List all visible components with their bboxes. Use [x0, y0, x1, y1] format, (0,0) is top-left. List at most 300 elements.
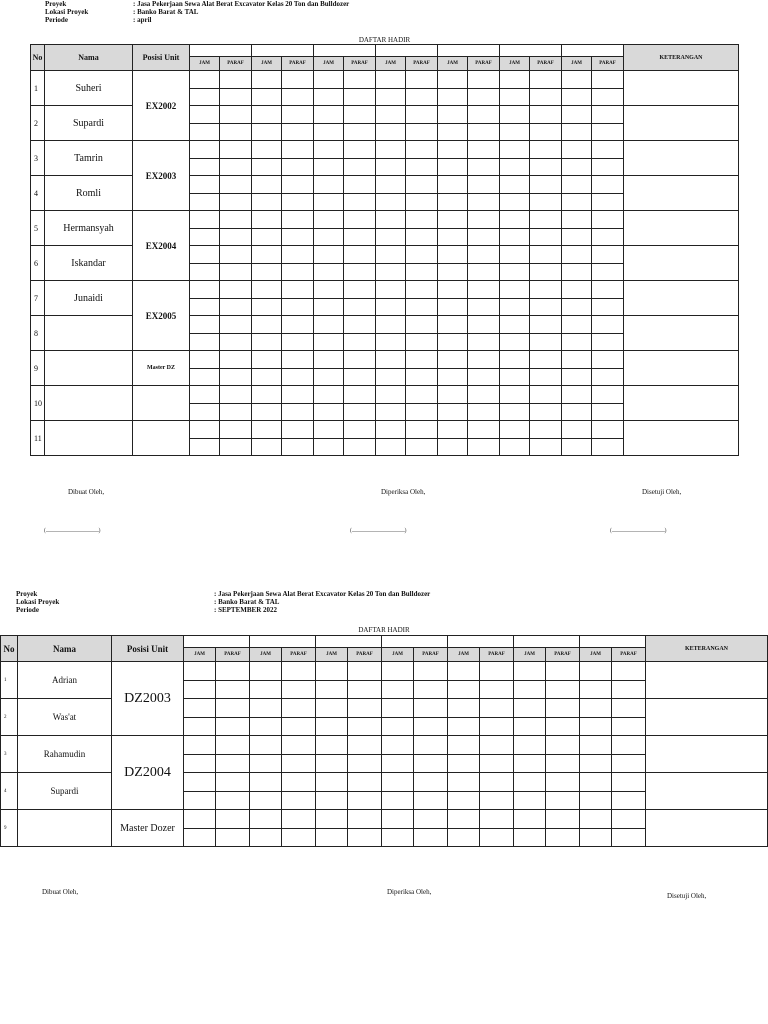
- paraf-cell[interactable]: [414, 717, 448, 736]
- jam-cell[interactable]: [382, 699, 414, 718]
- jam-cell[interactable]: [314, 228, 344, 246]
- jam-cell[interactable]: [184, 810, 216, 829]
- paraf-cell[interactable]: [344, 281, 376, 299]
- paraf-cell[interactable]: [480, 717, 514, 736]
- keterangan-cell[interactable]: [624, 421, 739, 456]
- jam-cell[interactable]: [562, 421, 592, 439]
- jam-cell[interactable]: [314, 368, 344, 386]
- jam-cell[interactable]: [190, 263, 220, 281]
- paraf-cell[interactable]: [344, 88, 376, 106]
- paraf-cell[interactable]: [282, 421, 314, 439]
- paraf-cell[interactable]: [612, 662, 646, 681]
- jam-cell[interactable]: [514, 773, 546, 792]
- jam-cell[interactable]: [314, 351, 344, 369]
- jam-cell[interactable]: [382, 662, 414, 681]
- paraf-cell[interactable]: [220, 333, 252, 351]
- paraf-cell[interactable]: [282, 71, 314, 89]
- jam-cell[interactable]: [514, 699, 546, 718]
- jam-cell[interactable]: [500, 158, 530, 176]
- jam-cell[interactable]: [500, 228, 530, 246]
- paraf-cell[interactable]: [282, 773, 316, 792]
- paraf-cell[interactable]: [546, 754, 580, 773]
- paraf-cell[interactable]: [344, 123, 376, 141]
- paraf-cell[interactable]: [220, 246, 252, 264]
- paraf-cell[interactable]: [414, 773, 448, 792]
- paraf-cell[interactable]: [530, 403, 562, 421]
- paraf-cell[interactable]: [406, 281, 438, 299]
- jam-cell[interactable]: [562, 298, 592, 316]
- paraf-cell[interactable]: [480, 736, 514, 755]
- paraf-cell[interactable]: [344, 263, 376, 281]
- jam-cell[interactable]: [314, 141, 344, 159]
- jam-cell[interactable]: [316, 717, 348, 736]
- paraf-cell[interactable]: [592, 246, 624, 264]
- paraf-cell[interactable]: [220, 403, 252, 421]
- jam-cell[interactable]: [314, 211, 344, 229]
- paraf-cell[interactable]: [480, 828, 514, 847]
- jam-cell[interactable]: [190, 71, 220, 89]
- paraf-cell[interactable]: [546, 699, 580, 718]
- paraf-cell[interactable]: [414, 754, 448, 773]
- paraf-cell[interactable]: [530, 141, 562, 159]
- paraf-cell[interactable]: [282, 386, 314, 404]
- paraf-cell[interactable]: [406, 386, 438, 404]
- paraf-cell[interactable]: [282, 368, 314, 386]
- jam-cell[interactable]: [314, 333, 344, 351]
- jam-cell[interactable]: [252, 228, 282, 246]
- paraf-cell[interactable]: [282, 754, 316, 773]
- paraf-cell[interactable]: [612, 717, 646, 736]
- paraf-cell[interactable]: [406, 88, 438, 106]
- paraf-cell[interactable]: [530, 211, 562, 229]
- paraf-cell[interactable]: [612, 736, 646, 755]
- jam-cell[interactable]: [190, 351, 220, 369]
- jam-cell[interactable]: [514, 754, 546, 773]
- paraf-cell[interactable]: [344, 228, 376, 246]
- jam-cell[interactable]: [314, 193, 344, 211]
- jam-cell[interactable]: [190, 368, 220, 386]
- jam-cell[interactable]: [514, 810, 546, 829]
- jam-cell[interactable]: [316, 662, 348, 681]
- keterangan-cell[interactable]: [624, 386, 739, 421]
- paraf-cell[interactable]: [530, 281, 562, 299]
- paraf-cell[interactable]: [344, 71, 376, 89]
- jam-cell[interactable]: [316, 754, 348, 773]
- jam-cell[interactable]: [580, 828, 612, 847]
- paraf-cell[interactable]: [406, 368, 438, 386]
- paraf-cell[interactable]: [220, 351, 252, 369]
- jam-cell[interactable]: [500, 263, 530, 281]
- paraf-cell[interactable]: [406, 228, 438, 246]
- jam-cell[interactable]: [438, 333, 468, 351]
- jam-cell[interactable]: [252, 333, 282, 351]
- paraf-cell[interactable]: [220, 298, 252, 316]
- paraf-cell[interactable]: [592, 193, 624, 211]
- paraf-cell[interactable]: [348, 810, 382, 829]
- jam-cell[interactable]: [252, 88, 282, 106]
- jam-cell[interactable]: [500, 123, 530, 141]
- jam-cell[interactable]: [562, 263, 592, 281]
- jam-cell[interactable]: [438, 246, 468, 264]
- jam-cell[interactable]: [562, 176, 592, 194]
- paraf-cell[interactable]: [468, 368, 500, 386]
- paraf-cell[interactable]: [468, 228, 500, 246]
- paraf-cell[interactable]: [530, 263, 562, 281]
- jam-cell[interactable]: [514, 717, 546, 736]
- jam-cell[interactable]: [314, 123, 344, 141]
- jam-cell[interactable]: [580, 810, 612, 829]
- paraf-cell[interactable]: [282, 810, 316, 829]
- paraf-cell[interactable]: [282, 228, 314, 246]
- jam-cell[interactable]: [562, 88, 592, 106]
- jam-cell[interactable]: [562, 158, 592, 176]
- jam-cell[interactable]: [252, 193, 282, 211]
- paraf-cell[interactable]: [282, 123, 314, 141]
- jam-cell[interactable]: [250, 717, 282, 736]
- jam-cell[interactable]: [252, 438, 282, 456]
- paraf-cell[interactable]: [530, 421, 562, 439]
- jam-cell[interactable]: [316, 791, 348, 810]
- jam-cell[interactable]: [190, 403, 220, 421]
- keterangan-cell[interactable]: [646, 810, 768, 847]
- paraf-cell[interactable]: [530, 123, 562, 141]
- jam-cell[interactable]: [382, 773, 414, 792]
- paraf-cell[interactable]: [282, 699, 316, 718]
- jam-cell[interactable]: [562, 71, 592, 89]
- paraf-cell[interactable]: [592, 228, 624, 246]
- jam-cell[interactable]: [252, 141, 282, 159]
- paraf-cell[interactable]: [612, 828, 646, 847]
- paraf-cell[interactable]: [592, 386, 624, 404]
- jam-cell[interactable]: [252, 211, 282, 229]
- paraf-cell[interactable]: [592, 316, 624, 334]
- jam-cell[interactable]: [382, 754, 414, 773]
- paraf-cell[interactable]: [592, 421, 624, 439]
- jam-cell[interactable]: [250, 680, 282, 699]
- jam-cell[interactable]: [500, 438, 530, 456]
- keterangan-cell[interactable]: [624, 351, 739, 386]
- jam-cell[interactable]: [562, 193, 592, 211]
- paraf-cell[interactable]: [468, 333, 500, 351]
- jam-cell[interactable]: [376, 438, 406, 456]
- paraf-cell[interactable]: [480, 754, 514, 773]
- jam-cell[interactable]: [448, 828, 480, 847]
- paraf-cell[interactable]: [348, 754, 382, 773]
- keterangan-cell[interactable]: [624, 71, 739, 106]
- jam-cell[interactable]: [376, 246, 406, 264]
- jam-cell[interactable]: [252, 298, 282, 316]
- paraf-cell[interactable]: [406, 438, 438, 456]
- paraf-cell[interactable]: [592, 158, 624, 176]
- jam-cell[interactable]: [562, 351, 592, 369]
- jam-cell[interactable]: [190, 421, 220, 439]
- jam-cell[interactable]: [438, 386, 468, 404]
- jam-cell[interactable]: [184, 662, 216, 681]
- paraf-cell[interactable]: [282, 736, 316, 755]
- jam-cell[interactable]: [514, 828, 546, 847]
- jam-cell[interactable]: [438, 106, 468, 124]
- jam-cell[interactable]: [514, 736, 546, 755]
- paraf-cell[interactable]: [282, 791, 316, 810]
- paraf-cell[interactable]: [282, 193, 314, 211]
- jam-cell[interactable]: [514, 680, 546, 699]
- jam-cell[interactable]: [438, 281, 468, 299]
- paraf-cell[interactable]: [480, 680, 514, 699]
- jam-cell[interactable]: [562, 281, 592, 299]
- jam-cell[interactable]: [438, 263, 468, 281]
- paraf-cell[interactable]: [344, 316, 376, 334]
- jam-cell[interactable]: [190, 141, 220, 159]
- paraf-cell[interactable]: [220, 316, 252, 334]
- paraf-cell[interactable]: [530, 438, 562, 456]
- jam-cell[interactable]: [448, 680, 480, 699]
- jam-cell[interactable]: [316, 828, 348, 847]
- jam-cell[interactable]: [562, 106, 592, 124]
- paraf-cell[interactable]: [530, 351, 562, 369]
- jam-cell[interactable]: [580, 791, 612, 810]
- paraf-cell[interactable]: [282, 158, 314, 176]
- jam-cell[interactable]: [190, 298, 220, 316]
- jam-cell[interactable]: [500, 193, 530, 211]
- paraf-cell[interactable]: [216, 773, 250, 792]
- jam-cell[interactable]: [376, 228, 406, 246]
- jam-cell[interactable]: [314, 71, 344, 89]
- paraf-cell[interactable]: [220, 88, 252, 106]
- jam-cell[interactable]: [376, 316, 406, 334]
- paraf-cell[interactable]: [282, 298, 314, 316]
- paraf-cell[interactable]: [592, 106, 624, 124]
- jam-cell[interactable]: [250, 699, 282, 718]
- jam-cell[interactable]: [190, 438, 220, 456]
- paraf-cell[interactable]: [480, 810, 514, 829]
- jam-cell[interactable]: [376, 281, 406, 299]
- paraf-cell[interactable]: [344, 333, 376, 351]
- paraf-cell[interactable]: [414, 680, 448, 699]
- jam-cell[interactable]: [376, 158, 406, 176]
- paraf-cell[interactable]: [468, 298, 500, 316]
- paraf-cell[interactable]: [592, 71, 624, 89]
- paraf-cell[interactable]: [282, 438, 314, 456]
- paraf-cell[interactable]: [546, 828, 580, 847]
- paraf-cell[interactable]: [592, 351, 624, 369]
- paraf-cell[interactable]: [530, 228, 562, 246]
- paraf-cell[interactable]: [530, 176, 562, 194]
- paraf-cell[interactable]: [348, 828, 382, 847]
- keterangan-cell[interactable]: [646, 773, 768, 810]
- jam-cell[interactable]: [500, 71, 530, 89]
- paraf-cell[interactable]: [468, 421, 500, 439]
- paraf-cell[interactable]: [344, 176, 376, 194]
- jam-cell[interactable]: [500, 211, 530, 229]
- paraf-cell[interactable]: [546, 810, 580, 829]
- jam-cell[interactable]: [448, 662, 480, 681]
- paraf-cell[interactable]: [592, 281, 624, 299]
- paraf-cell[interactable]: [468, 211, 500, 229]
- paraf-cell[interactable]: [406, 193, 438, 211]
- jam-cell[interactable]: [250, 791, 282, 810]
- paraf-cell[interactable]: [282, 263, 314, 281]
- jam-cell[interactable]: [438, 193, 468, 211]
- paraf-cell[interactable]: [344, 158, 376, 176]
- jam-cell[interactable]: [500, 403, 530, 421]
- paraf-cell[interactable]: [406, 403, 438, 421]
- jam-cell[interactable]: [252, 368, 282, 386]
- paraf-cell[interactable]: [468, 351, 500, 369]
- paraf-cell[interactable]: [344, 368, 376, 386]
- jam-cell[interactable]: [438, 141, 468, 159]
- keterangan-cell[interactable]: [624, 211, 739, 246]
- jam-cell[interactable]: [580, 773, 612, 792]
- paraf-cell[interactable]: [344, 438, 376, 456]
- jam-cell[interactable]: [448, 736, 480, 755]
- paraf-cell[interactable]: [530, 386, 562, 404]
- paraf-cell[interactable]: [468, 176, 500, 194]
- jam-cell[interactable]: [376, 176, 406, 194]
- paraf-cell[interactable]: [592, 176, 624, 194]
- jam-cell[interactable]: [184, 736, 216, 755]
- paraf-cell[interactable]: [468, 193, 500, 211]
- jam-cell[interactable]: [252, 403, 282, 421]
- paraf-cell[interactable]: [546, 717, 580, 736]
- jam-cell[interactable]: [250, 662, 282, 681]
- paraf-cell[interactable]: [406, 71, 438, 89]
- jam-cell[interactable]: [376, 263, 406, 281]
- paraf-cell[interactable]: [282, 316, 314, 334]
- jam-cell[interactable]: [376, 88, 406, 106]
- paraf-cell[interactable]: [530, 333, 562, 351]
- paraf-cell[interactable]: [406, 298, 438, 316]
- paraf-cell[interactable]: [220, 211, 252, 229]
- jam-cell[interactable]: [438, 421, 468, 439]
- jam-cell[interactable]: [500, 141, 530, 159]
- paraf-cell[interactable]: [406, 421, 438, 439]
- jam-cell[interactable]: [250, 754, 282, 773]
- jam-cell[interactable]: [438, 298, 468, 316]
- paraf-cell[interactable]: [406, 333, 438, 351]
- jam-cell[interactable]: [190, 386, 220, 404]
- paraf-cell[interactable]: [468, 438, 500, 456]
- jam-cell[interactable]: [316, 773, 348, 792]
- jam-cell[interactable]: [316, 699, 348, 718]
- paraf-cell[interactable]: [220, 141, 252, 159]
- paraf-cell[interactable]: [406, 106, 438, 124]
- paraf-cell[interactable]: [530, 106, 562, 124]
- paraf-cell[interactable]: [220, 438, 252, 456]
- jam-cell[interactable]: [438, 351, 468, 369]
- keterangan-cell[interactable]: [646, 736, 768, 773]
- paraf-cell[interactable]: [216, 662, 250, 681]
- jam-cell[interactable]: [316, 810, 348, 829]
- paraf-cell[interactable]: [530, 316, 562, 334]
- keterangan-cell[interactable]: [646, 662, 768, 699]
- jam-cell[interactable]: [438, 438, 468, 456]
- jam-cell[interactable]: [580, 662, 612, 681]
- paraf-cell[interactable]: [220, 263, 252, 281]
- paraf-cell[interactable]: [612, 680, 646, 699]
- paraf-cell[interactable]: [612, 754, 646, 773]
- paraf-cell[interactable]: [220, 106, 252, 124]
- jam-cell[interactable]: [376, 193, 406, 211]
- jam-cell[interactable]: [438, 403, 468, 421]
- jam-cell[interactable]: [314, 298, 344, 316]
- jam-cell[interactable]: [580, 736, 612, 755]
- jam-cell[interactable]: [376, 123, 406, 141]
- paraf-cell[interactable]: [406, 176, 438, 194]
- jam-cell[interactable]: [190, 228, 220, 246]
- paraf-cell[interactable]: [348, 773, 382, 792]
- jam-cell[interactable]: [500, 316, 530, 334]
- jam-cell[interactable]: [376, 333, 406, 351]
- paraf-cell[interactable]: [344, 211, 376, 229]
- paraf-cell[interactable]: [348, 699, 382, 718]
- jam-cell[interactable]: [562, 211, 592, 229]
- paraf-cell[interactable]: [220, 71, 252, 89]
- jam-cell[interactable]: [190, 333, 220, 351]
- paraf-cell[interactable]: [348, 736, 382, 755]
- jam-cell[interactable]: [190, 176, 220, 194]
- jam-cell[interactable]: [382, 810, 414, 829]
- jam-cell[interactable]: [252, 158, 282, 176]
- jam-cell[interactable]: [376, 71, 406, 89]
- jam-cell[interactable]: [376, 351, 406, 369]
- jam-cell[interactable]: [448, 791, 480, 810]
- paraf-cell[interactable]: [220, 421, 252, 439]
- jam-cell[interactable]: [580, 699, 612, 718]
- paraf-cell[interactable]: [216, 736, 250, 755]
- paraf-cell[interactable]: [468, 246, 500, 264]
- paraf-cell[interactable]: [406, 246, 438, 264]
- jam-cell[interactable]: [438, 88, 468, 106]
- paraf-cell[interactable]: [530, 368, 562, 386]
- jam-cell[interactable]: [580, 754, 612, 773]
- jam-cell[interactable]: [514, 662, 546, 681]
- paraf-cell[interactable]: [546, 662, 580, 681]
- paraf-cell[interactable]: [414, 699, 448, 718]
- paraf-cell[interactable]: [406, 263, 438, 281]
- paraf-cell[interactable]: [592, 403, 624, 421]
- jam-cell[interactable]: [562, 228, 592, 246]
- paraf-cell[interactable]: [220, 123, 252, 141]
- paraf-cell[interactable]: [344, 403, 376, 421]
- paraf-cell[interactable]: [530, 193, 562, 211]
- paraf-cell[interactable]: [344, 246, 376, 264]
- jam-cell[interactable]: [190, 158, 220, 176]
- paraf-cell[interactable]: [592, 141, 624, 159]
- jam-cell[interactable]: [376, 403, 406, 421]
- keterangan-cell[interactable]: [624, 246, 739, 281]
- jam-cell[interactable]: [314, 88, 344, 106]
- paraf-cell[interactable]: [530, 298, 562, 316]
- paraf-cell[interactable]: [406, 211, 438, 229]
- paraf-cell[interactable]: [282, 211, 314, 229]
- paraf-cell[interactable]: [546, 773, 580, 792]
- jam-cell[interactable]: [376, 368, 406, 386]
- paraf-cell[interactable]: [612, 773, 646, 792]
- jam-cell[interactable]: [252, 316, 282, 334]
- jam-cell[interactable]: [562, 368, 592, 386]
- jam-cell[interactable]: [500, 333, 530, 351]
- jam-cell[interactable]: [500, 246, 530, 264]
- paraf-cell[interactable]: [592, 211, 624, 229]
- jam-cell[interactable]: [190, 123, 220, 141]
- paraf-cell[interactable]: [220, 368, 252, 386]
- jam-cell[interactable]: [562, 333, 592, 351]
- paraf-cell[interactable]: [406, 316, 438, 334]
- jam-cell[interactable]: [376, 141, 406, 159]
- paraf-cell[interactable]: [406, 141, 438, 159]
- paraf-cell[interactable]: [282, 717, 316, 736]
- jam-cell[interactable]: [250, 828, 282, 847]
